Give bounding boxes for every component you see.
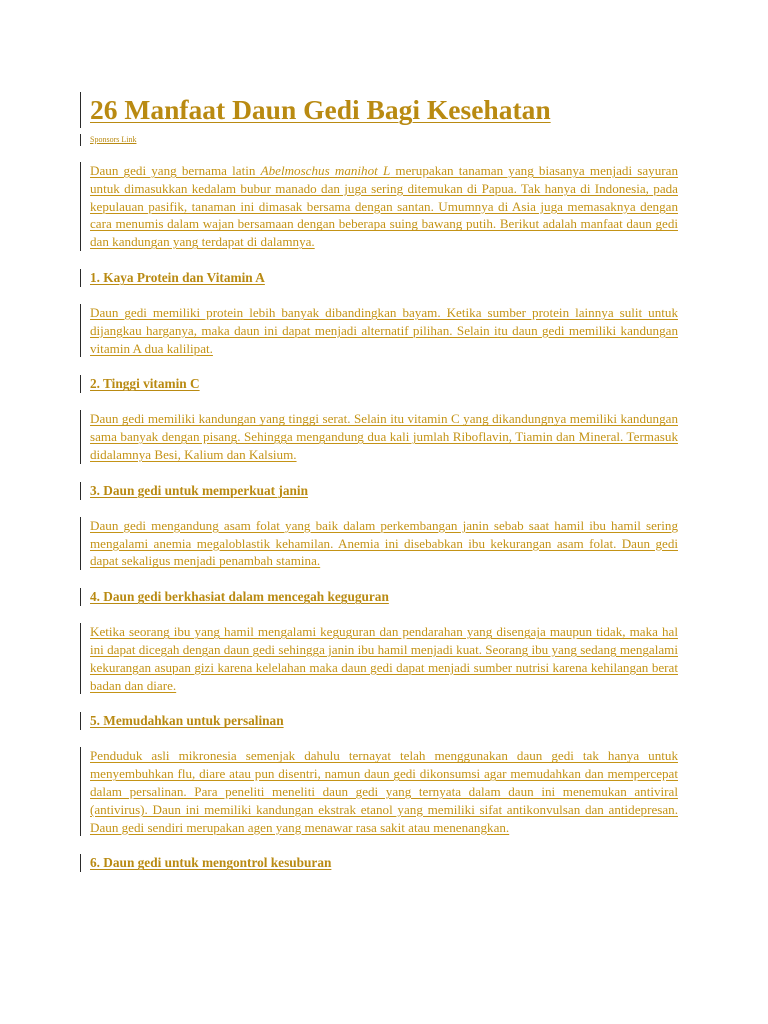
section-5-body-block	[80, 747, 678, 836]
section-body: Daun gedi memiliki protein lebih banyak dibandingkan bayam. Ketika sumber protein lainnya sulit untuk dijangkau harganya, maka daun ini dapat menjadi alternatif pilihan. Selain itu daun gedi memiliki kandungan vitamin A dua kalilipat.	[90, 304, 678, 356]
section-heading: 2. Tinggi vitamin C	[90, 376, 200, 392]
intro-block	[80, 162, 678, 251]
section-heading: 1. Kaya Protein dan Vitamin A	[90, 269, 265, 285]
intro-text-before: Daun gedi yang bernama latin	[90, 163, 261, 178]
section-6-heading-block	[80, 854, 678, 872]
sponsors-link[interactable]: Sponsors Link	[90, 135, 137, 144]
section-4-heading-block	[80, 588, 678, 606]
section-heading: 5. Memudahkan untuk persalinan	[90, 713, 284, 729]
latin-name: Abelmoschus manihot L	[260, 163, 391, 178]
section-1-heading-block	[80, 269, 678, 287]
section-1-body-block	[80, 304, 678, 357]
intro-text-after: merupakan tanaman yang biasanya menjadi sayuran untuk dimasukkan kedalam bubur manado dan juga sering ditemukan di Papua. Tak hanya di Indonesia, pada kepulauan pasifik, tanaman ini dimasak bersama dengan santan. Umumnya di Asia juga memasaknya dengan cara menumis dalam wajan bersamaan dengan beberapa suing bawang putih. Berikut adalah manfaat daun gedi dan kandungan yang terdapat di dalamnya.	[90, 163, 678, 250]
section-heading: 4. Daun gedi berkhasiat dalam mencegah keguguran	[90, 589, 389, 605]
article-title: 26 Manfaat Daun Gedi Bagi Kesehatan	[90, 94, 551, 125]
section-body: Ketika seorang ibu yang hamil mengalami keguguran dan pendarahan yang disengaja maupun tidak, maka hal ini dapat dicegah dengan daun gedi sehingga janin ibu hamil menjadi kuat. Seorang ibu yang sedang mengalami kekurangan asupan gizi karena kelelahan maka daun gedi dapat menjadi sumber nutrisi karena kehilangan berat badan dan diare.	[90, 624, 678, 693]
sponsor-block	[80, 134, 678, 146]
section-3-body-block	[80, 517, 678, 570]
section-body: Daun gedi memiliki kandungan yang tinggi serat. Selain itu vitamin C yang dikandungnya memiliki kandungan sama banyak dengan pisang. Sehingga mengandung dua kali jumlah Riboflavin, Tiamin dan Mineral. Termasuk didalamnya Besi, Kalium dan Kalsium.	[90, 411, 678, 462]
article-content	[80, 92, 678, 889]
intro-paragraph	[90, 162, 678, 251]
section-body: Penduduk asli mikronesia semenjak dahulu ternayat telah menggunakan daun gedi tak hanya untuk menyembuhkan flu, diare atau pun disentri, namun daun gedi dikonsumsi agar memudahkan dan mempercepat dalam persalinan. Para peneliti meneliti daun gedi yang ternyata dalam daun ini menemukan antiviral (antivirus). Daun ini memiliki kandungan ekstrak etanol yang memiliki sifat antikonvulsan dan antidepresan. Daun gedi sendiri merupakan agen yang menawar rasa sakit atau menenangkan.	[90, 748, 678, 835]
section-2-body-block	[80, 410, 678, 463]
section-heading: 6. Daun gedi untuk mengontrol kesuburan	[90, 855, 332, 871]
section-4-body-block	[80, 623, 678, 694]
section-heading: 3. Daun gedi untuk memperkuat janin	[90, 482, 308, 498]
section-body: Daun gedi mengandung asam folat yang baik dalam perkembangan janin sebab saat hamil ibu hamil sering mengalami anemia megaloblastik kehamilan. Anemia ini disebabkan ibu kekurangan asam folat. Daun gedi dapat sekaligus menjadi penambah stamina.	[90, 517, 678, 569]
section-5-heading-block	[80, 712, 678, 730]
title-block	[80, 92, 678, 128]
section-3-heading-block	[80, 482, 678, 500]
section-2-heading-block	[80, 375, 678, 393]
